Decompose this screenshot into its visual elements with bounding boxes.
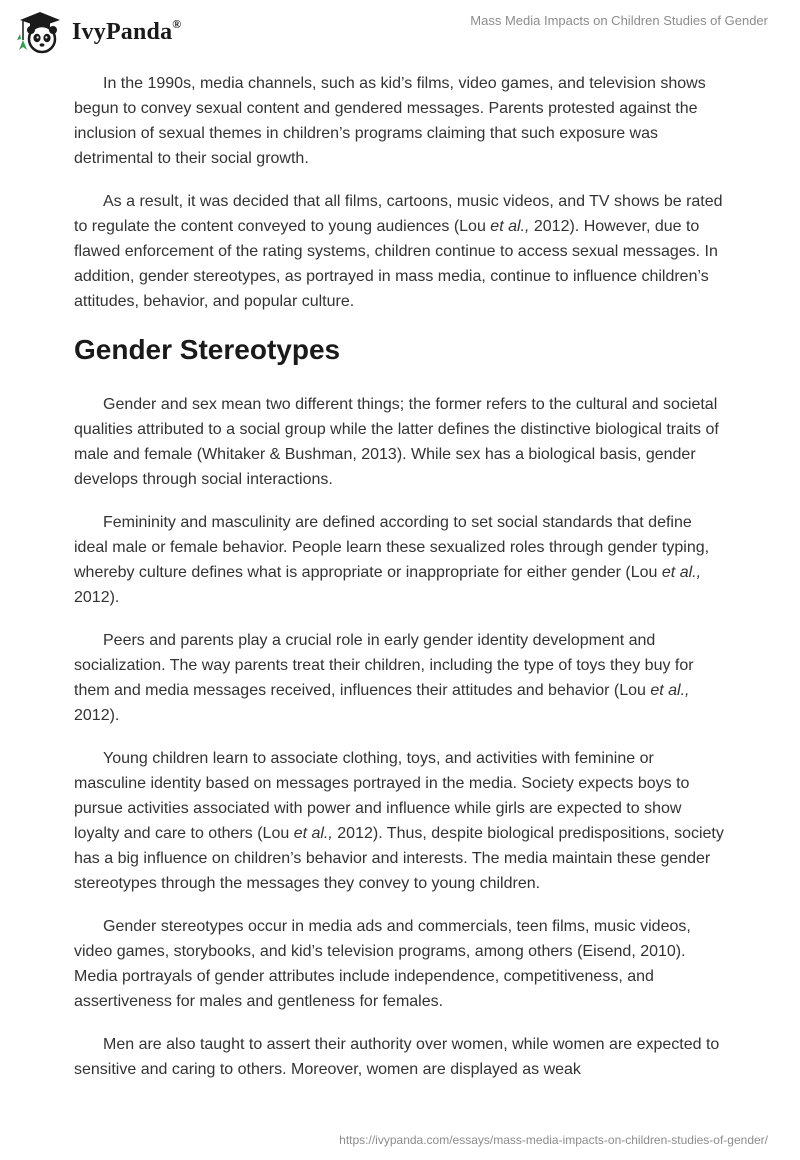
citation-et-al: et al., — [490, 218, 530, 235]
section-heading: Gender Stereotypes — [74, 334, 341, 365]
ivypanda-logo[interactable] — [14, 10, 181, 54]
paragraph-4 — [74, 510, 724, 610]
paragraph-text: 2012). However, due to flawed enforcement of the rating systems, children continue to access sexual messages. In addition, gender stereotypes, as portrayed in mass media, continue to influence children’s attitudes, behavior, and popular culture. — [74, 218, 718, 310]
paragraph-6 — [74, 746, 724, 896]
paragraph-text: Femininity and masculinity are defined according to set social standards that define ideal male or female behavior. People learn these sexualized roles through gender typing, whereby culture defines what is appropriate or inappropriate for either gender (Lou — [74, 514, 710, 581]
registered-mark: ® — [172, 16, 182, 31]
brand-text: IvyPanda — [72, 18, 173, 45]
page-header — [0, 0, 800, 64]
paragraph-7: Gender stereotypes occur in media ads and commercials, teen films, music videos, video games, storybooks, and kid’s television programs, among others (Eisend, 2010). Media portrayals of gender attributes include independence, competitiveness, and assertiveness for males and gentleness for females. — [74, 918, 691, 1010]
citation-et-al: et al., — [661, 564, 702, 581]
paragraph-text: 2012). Thus, despite biological predispositions, society has a big influence on children’s behavior and interests. The media maintain these gender stereotypes through the messages they convey to young children. — [74, 825, 724, 892]
paragraph-2 — [74, 189, 724, 314]
panda-graduation-cap-icon — [14, 10, 66, 54]
paragraph-text: As a result, it was decided that all films, cartoons, music videos, and TV shows be rated to regulate the content conveyed to young audiences (Lou — [74, 193, 723, 235]
paragraph-text: 2012). — [74, 707, 120, 724]
citation-et-al: et al., — [293, 825, 333, 842]
paragraph-1: In the 1990s, media channels, such as kid’s films, video games, and television shows begun to convey sexual content and gendered messages. Parents protested against the inclusion of sexual themes in children’s programs claiming that such exposure was detrimental to their social growth. — [74, 75, 706, 167]
document-title: Mass Media Impacts on Children Studies of Gender — [470, 13, 768, 28]
essay-body — [74, 71, 724, 1100]
paragraph-text: 2012). — [74, 589, 120, 606]
citation-et-al: et al., — [650, 682, 690, 699]
paragraph-text: Young children learn to associate clothing, toys, and activities with feminine or masculine identity based on messages portrayed in the media. Society expects boys to pursue activities associated with power and influence while girls are expected to show loyalty and care to others (Lou — [74, 750, 690, 842]
paragraph-3: Gender and sex mean two different things; the former refers to the cultural and societal qualities attributed to a social group while the latter defines the distinctive biological traits of male and female (Whitaker & Bushman, 2013). While sex has a biological basis, gender develops through social interactions. — [74, 396, 719, 488]
paragraph-8: Men are also taught to assert their authority over women, while women are expected to sensitive and caring to others. Moreover, women are displayed as weak — [74, 1036, 720, 1078]
source-url-link[interactable]: https://ivypanda.com/essays/mass-media-impacts-on-children-studies-of-gender/ — [339, 1133, 768, 1147]
brand-name — [72, 16, 182, 46]
paragraph-5 — [74, 628, 724, 728]
paragraph-text: Peers and parents play a crucial role in early gender identity development and socialization. The way parents treat their children, including the type of toys they buy for them and media messages received, influences their attitudes and behavior (Lou — [74, 632, 694, 699]
